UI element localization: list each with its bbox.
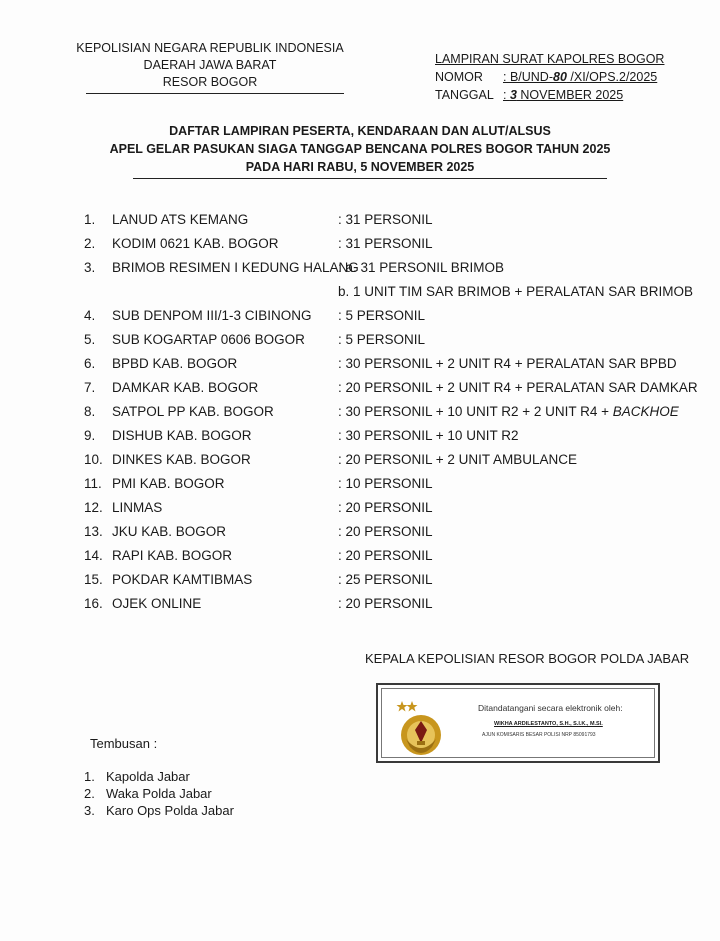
tanggal-suffix: NOVEMBER 2025: [516, 88, 624, 102]
item-value: [338, 592, 433, 616]
item-name: BPBD KAB. BOGOR: [112, 356, 238, 371]
item-number: 13.: [84, 524, 103, 539]
nomor-prefix: : B/UND-: [503, 70, 553, 84]
list-item: [84, 328, 704, 352]
item-value-text: : 30 PERSONIL + 2 UNIT R4 + PERALATAN SAR BPBD: [338, 356, 677, 371]
signature-caption: Ditandatangani secara elektronik oleh:: [478, 703, 623, 713]
item-value: [338, 448, 577, 472]
item-number: 3.: [84, 260, 96, 275]
item-value-text: : 30 PERSONIL + 10 UNIT R2: [338, 428, 519, 443]
item-value-text: : 5 PERSONIL: [338, 308, 426, 323]
item-name: SATPOL PP KAB. BOGOR: [112, 404, 274, 419]
item-value: [338, 304, 425, 328]
item-value: [338, 208, 433, 232]
item-number: 10.: [84, 452, 103, 467]
list-item: [84, 280, 704, 304]
header-left: [60, 40, 360, 91]
item-number: 11.: [84, 476, 102, 491]
item-value: [338, 328, 425, 352]
item-value-text: : 20 PERSONIL: [338, 500, 433, 515]
item-value-text: : 10 PERSONIL: [338, 476, 433, 491]
item-name: OJEK ONLINE: [112, 596, 202, 611]
item-number: 12.: [84, 500, 103, 515]
lampiran-line: LAMPIRAN SURAT KAPOLRES BOGOR: [435, 52, 665, 66]
item-value-text: : 31 PERSONIL: [338, 212, 433, 227]
item-name: KODIM 0621 KAB. BOGOR: [112, 236, 279, 251]
item-value: [338, 520, 433, 544]
list-item: [84, 424, 704, 448]
item-value-text: : 20 PERSONIL: [338, 596, 433, 611]
item-number: 4.: [84, 308, 96, 323]
item-value-text: : 20 PERSONIL: [338, 524, 433, 539]
item-number: 16.: [84, 596, 103, 611]
tembusan-text: Kapolda Jabar: [106, 769, 190, 784]
list-item: [84, 400, 704, 424]
item-value: [338, 352, 677, 376]
item-value-text: : 20 PERSONIL: [338, 548, 433, 563]
list-item: [84, 496, 704, 520]
item-name: PMI KAB. BOGOR: [112, 476, 225, 491]
item-value: [338, 256, 504, 280]
header-left-underline: [86, 93, 344, 94]
item-value-text: : 20 PERSONIL + 2 UNIT AMBULANCE: [338, 452, 577, 467]
item-name: BRIMOB RESIMEN I KEDUNG HALANG: [112, 260, 359, 275]
list-item: [84, 256, 704, 280]
item-value-text: : 5 PERSONIL: [338, 332, 426, 347]
list-item: [84, 568, 704, 592]
tembusan-number: 1.: [84, 769, 95, 784]
item-name: DAMKAR KAB. BOGOR: [112, 380, 259, 395]
title-line3: PADA HARI RABU, 5 NOVEMBER 2025: [245, 160, 475, 174]
item-number: 8.: [84, 404, 96, 419]
participant-list: [84, 208, 704, 616]
item-name: JKU KAB. BOGOR: [112, 524, 227, 539]
item-value-text: b. 1 UNIT TIM SAR BRIMOB + PERALATAN SAR BRIMOB: [338, 284, 693, 299]
document-title: [0, 122, 720, 176]
item-value: [338, 400, 679, 424]
list-item: [84, 208, 704, 232]
header-left-line3: RESOR BOGOR: [162, 75, 258, 89]
item-number: 5.: [84, 332, 96, 347]
item-number: 7.: [84, 380, 96, 395]
tembusan-number: 3.: [84, 803, 95, 818]
tanggal-prefix: :: [503, 88, 510, 102]
item-number: 6.: [84, 356, 96, 371]
signature-name: WIKHA ARDILESTANTO, S.H., S.I.K., M.SI.: [494, 721, 603, 727]
nomor-handwritten: 80: [553, 70, 567, 84]
header-left-line2: DAERAH JAWA BARAT: [143, 58, 277, 72]
item-value: [338, 232, 433, 256]
item-name: DINKES KAB. BOGOR: [112, 452, 251, 467]
list-item: [84, 448, 704, 472]
item-name: POKDAR KAMTIBMAS: [112, 572, 253, 587]
item-value-text: : 25 PERSONIL: [338, 572, 433, 587]
nomor-line: [435, 68, 664, 86]
nomor-suffix: /XI/OPS.2/2025: [566, 70, 658, 84]
list-item: [84, 592, 704, 616]
title-line1: DAFTAR LAMPIRAN PESERTA, KENDARAAN DAN ALUT/ALSUS: [169, 124, 551, 138]
list-item: [84, 544, 704, 568]
item-value-text: : 20 PERSONIL + 2 UNIT R4 + PERALATAN SAR DAMKAR: [338, 380, 698, 395]
item-value-text: : 31 PERSONIL: [338, 236, 433, 251]
title-line2: APEL GELAR PASUKAN SIAGA TANGGAP BENCANA POLRES BOGOR TAHUN 2025: [109, 142, 611, 156]
tembusan-text: Waka Polda Jabar: [106, 786, 212, 801]
item-value: [338, 472, 433, 496]
item-number: 15.: [84, 572, 103, 587]
item-value: [338, 496, 433, 520]
item-number: 14.: [84, 548, 103, 563]
list-item: [84, 472, 704, 496]
list-item: [84, 376, 704, 400]
item-name: LANUD ATS KEMANG: [112, 212, 249, 227]
signature-inner-frame: [381, 688, 655, 758]
item-name: RAPI KAB. BOGOR: [112, 548, 233, 563]
list-item: [84, 352, 704, 376]
item-name: SUB DENPOM III/1-3 CIBINONG: [112, 308, 312, 323]
list-item: [84, 232, 704, 256]
police-emblem-icon: [396, 697, 446, 761]
signature-rank: AJUN KOMISARIS BESAR POLISI NRP 85091793: [482, 732, 596, 738]
tanggal-line: [435, 86, 664, 104]
item-number: 2.: [84, 236, 96, 251]
item-number: 9.: [84, 428, 96, 443]
item-value: [338, 424, 518, 448]
tanggal-handwritten: 3: [509, 88, 517, 102]
item-value: [338, 568, 433, 592]
item-number: 1.: [84, 212, 96, 227]
item-value-text: : a. 31 PERSONIL BRIMOB: [338, 260, 505, 275]
tanggal-label: TANGGAL: [435, 88, 494, 102]
tembusan-text: Karo Ops Polda Jabar: [106, 803, 234, 818]
item-value-italic: BACKHOE: [612, 404, 679, 419]
signer-title: KEPALA KEPOLISIAN RESOR BOGOR POLDA JABAR: [365, 651, 690, 666]
item-value: [338, 376, 698, 400]
nomor-label: NOMOR: [435, 70, 483, 84]
item-value: [338, 544, 433, 568]
item-name: DISHUB KAB. BOGOR: [112, 428, 252, 443]
item-name: LINMAS: [112, 500, 163, 515]
tembusan-number: 2.: [84, 786, 95, 801]
tembusan-label: Tembusan :: [90, 736, 158, 751]
list-item: [84, 304, 704, 328]
list-item: [84, 520, 704, 544]
electronic-signature-box: [376, 683, 660, 763]
title-underline: [133, 178, 607, 179]
header-left-line1: KEPOLISIAN NEGARA REPUBLIK INDONESIA: [76, 41, 344, 55]
header-right: [435, 50, 664, 104]
item-value: [338, 280, 693, 304]
item-value-text: : 30 PERSONIL + 10 UNIT R2 + 2 UNIT R4 +: [338, 404, 613, 419]
item-name: SUB KOGARTAP 0606 BOGOR: [112, 332, 305, 347]
